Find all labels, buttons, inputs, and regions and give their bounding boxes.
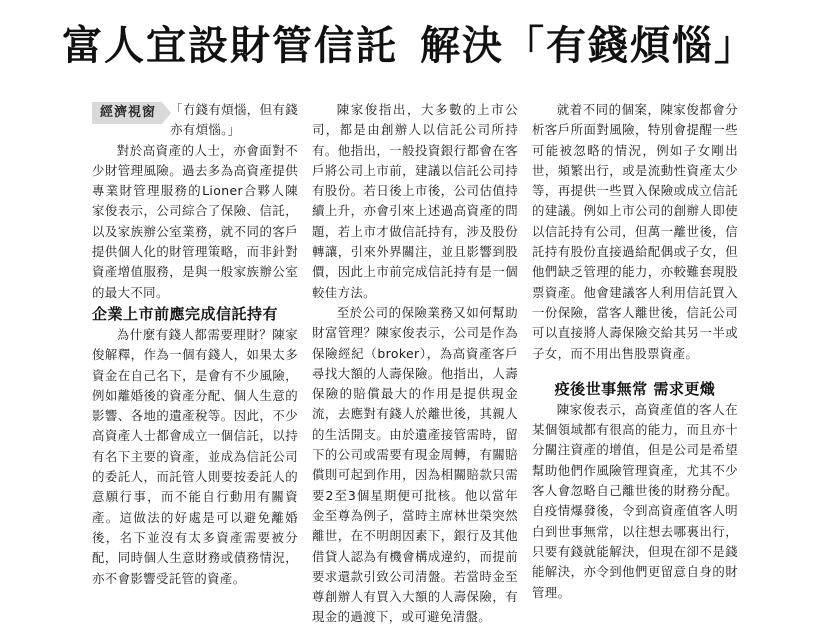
paragraph: 陳家俊指出，大多數的上市公司，都是由創辦人以信託公司所持有。他指出，一般投資銀行都會在客戶將公司上市前，建議以信託公司持有股份。若日後上市後，公司估值持續上升，亦會引來上述過高資產的問題，若上市才做信託持有，涉及股份轉讓，引來外界關注，並且影響到股價，因此上市前完成信託持有是一個較佳方法。 bbox=[312, 102, 518, 300]
subhead-2: 疫後世事無常 需求更熾 bbox=[554, 379, 716, 398]
column-tag: 經濟視窗 bbox=[92, 102, 162, 124]
headline-sub: 解決「有錢煩惱」 bbox=[420, 23, 756, 69]
opening-quote: 「冇錢有煩惱，但有錢亦有煩惱。」 bbox=[170, 102, 298, 138]
paragraph: 就着不同的個案，陳家俊都會分析客戶所面對風險，特別會提醒一些可能被忽略的情況，例如子女剛出世，頻繁出行，或是流動性資產太少等，再提供一些買入保險或成立信託的建議。例如上市公司的創辦人即使以信託持有公司，但萬一離世後，信託持有股份直接過給配偶或子女，但他們缺乏管理的能力，亦較難套現股票資產。他會建議客人利用信託買入一份保險，當客人離世後，信託公司可以直接將人壽保險交給其另一半或子女，而不用出售股票資產。 bbox=[532, 102, 738, 361]
column-2 bbox=[312, 100, 518, 628]
paragraph: 為什麼有錢人都需要理財？陳家俊解釋，作為一個有錢人，如果太多資金在自己名下，是會有不少風險，例如離婚後的資產分配、個人生意的影響、各地的遺產稅等。因此，不少高資產人士都會成立一個信託，以持有名下主要的資產，並成為信託公司的委託人，而託管人則要按委託人的意願行事，而不能自行動用有關資產。這做法的好處是可以避免離婚後，名下並沒有太多資產需要被分配，同時個人生意財務或債務情況，亦不會影響受託管的資產。 bbox=[92, 326, 298, 586]
lead-paragraph: 對於高資產的人士，亦會面對不少財管理風險。過去多為高資產提供專業財管理服務的Lioner合夥人陳家俊表示，公司綜合了保險、信託，以及家族辦公室業務，就不同的客戶提供個人化的財管理策略，而非針對資產增值服務，是與一般家族辦公室的最大不同。 bbox=[92, 142, 298, 300]
headline-main: 富人宜設財管信託 bbox=[62, 23, 398, 69]
paragraph: 陳家俊表示，高資產值的客人在某個領域都有很高的能力，而且亦十分關注資產的增值，但是公司是希望幫助他們作風險管理資產，尤其不少客人會忽略自己離世後的財務分配。自疫情爆發後，令到高資產值客人明白到世事無常，以往想去哪裏出行，只要有錢就能解決，但現在卻不是錢能解決，亦令到他們更留意自身的財管理。 bbox=[532, 401, 738, 600]
column-1 bbox=[92, 100, 298, 589]
subhead-1: 企業上市前應完成信託持有 bbox=[92, 304, 279, 323]
paragraph: 至於公司的保險業務又如何幫助財富管理？陳家俊表示，公司是作為保險經紀（broker），為高資產客戶尋找大額的人壽保險。他指出，人壽保險的賠償最大的作用是提供現金流，去應對有錢人於離世後，其親人的生活開支。由於遺產接管需時，留下的公司或需要有現金周轉，有關賠償則可起到作用，因為相關賠款只需要2至3個星期便可批核。他以當年金至尊為例子，當時主席林世榮突然離世，在不明朗因素下，銀行及其他借貸人認為有機會構成違約，而提前要求還款引致公司清盤。若當時金至尊創辦人有買入大額的人壽保險，有現金的過渡下，或可避免清盤。 bbox=[312, 304, 518, 625]
column-3 bbox=[532, 100, 738, 603]
headline bbox=[0, 14, 818, 71]
